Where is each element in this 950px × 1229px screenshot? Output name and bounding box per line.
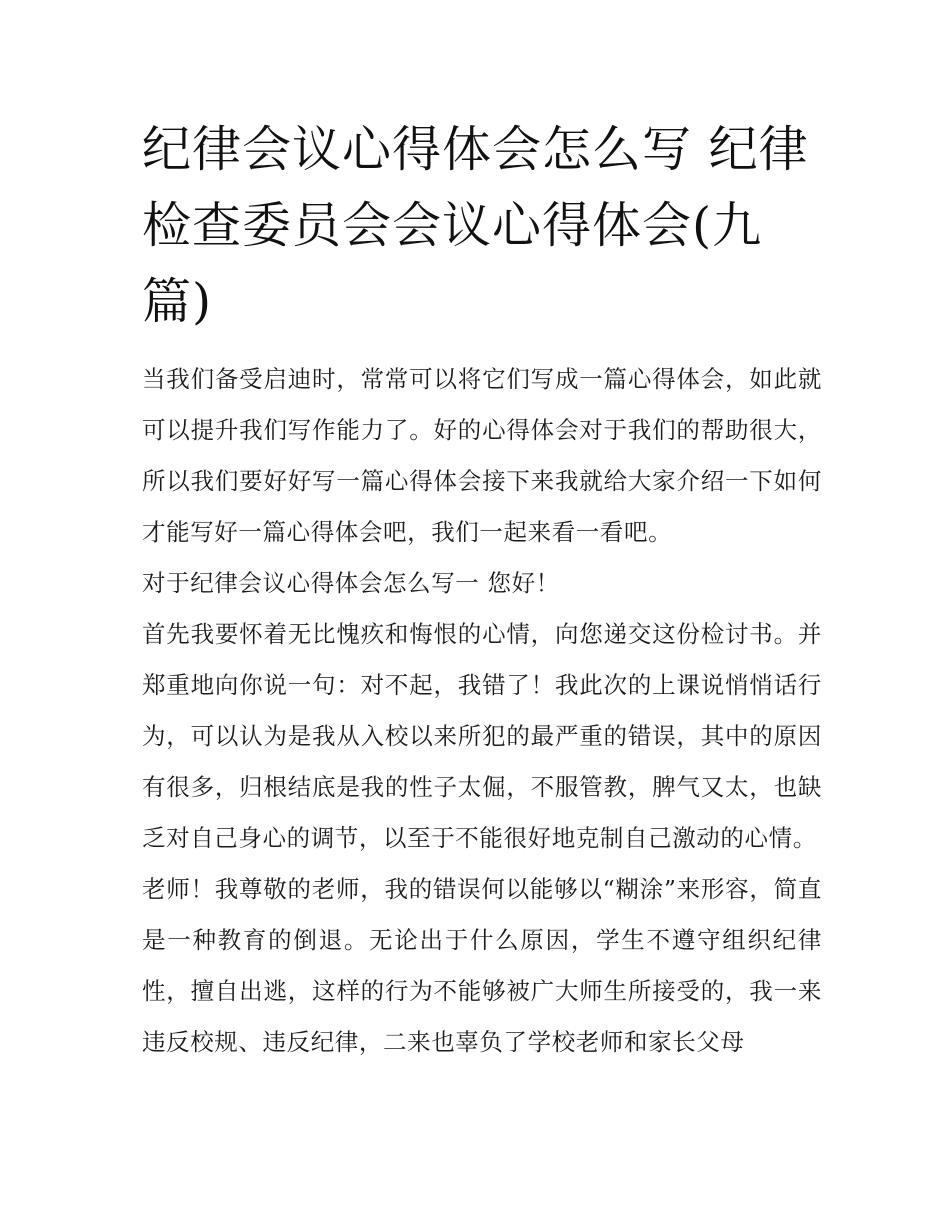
intro-paragraph: 当我们备受启迪时，常常可以将它们写成一篇心得体会，如此就可以提升我们写作能力了。好的心得体会对于我们的帮助很大，所以我们要好好写一篇心得体会接下来我就给大家介绍一下如何才能写好一篇心得体会吧，我们一起来看一看吧。 [142,365,822,546]
apology-paragraph: 首先我要怀着无比愧疚和悔恨的心情，向您递交这份检讨书。并郑重地向你说一句：对不起，我错了！我此次的上课说悄悄话行为，可以认为是我从入校以来所犯的最严重的错误，其中的原因有很多，归根结底是我的性子太倔，不服管教，脾气又太，也缺乏对自己身心的调节，以至于不能很好地克制自己激动的心情。 [142,620,822,852]
teacher-paragraph: 老师！我尊敬的老师，我的错误何以能够以“糊涂”来形容，简直是一种教育的倒退。无论出于什么原因，学生不遵守组织纪律性，擅自出逃，这样的行为不能够被广大师生所接受的，我一来违反校规、违反纪律，二来也辜负了学校老师和家长父母 [142,875,822,1056]
document-body [142,354,822,1068]
document-title: 纪律会议心得体会怎么写 纪律检查委员会会议心得体会(九篇) [142,121,809,330]
section-heading-paragraph: 对于纪律会议心得体会怎么写一 您好！ [142,569,560,597]
